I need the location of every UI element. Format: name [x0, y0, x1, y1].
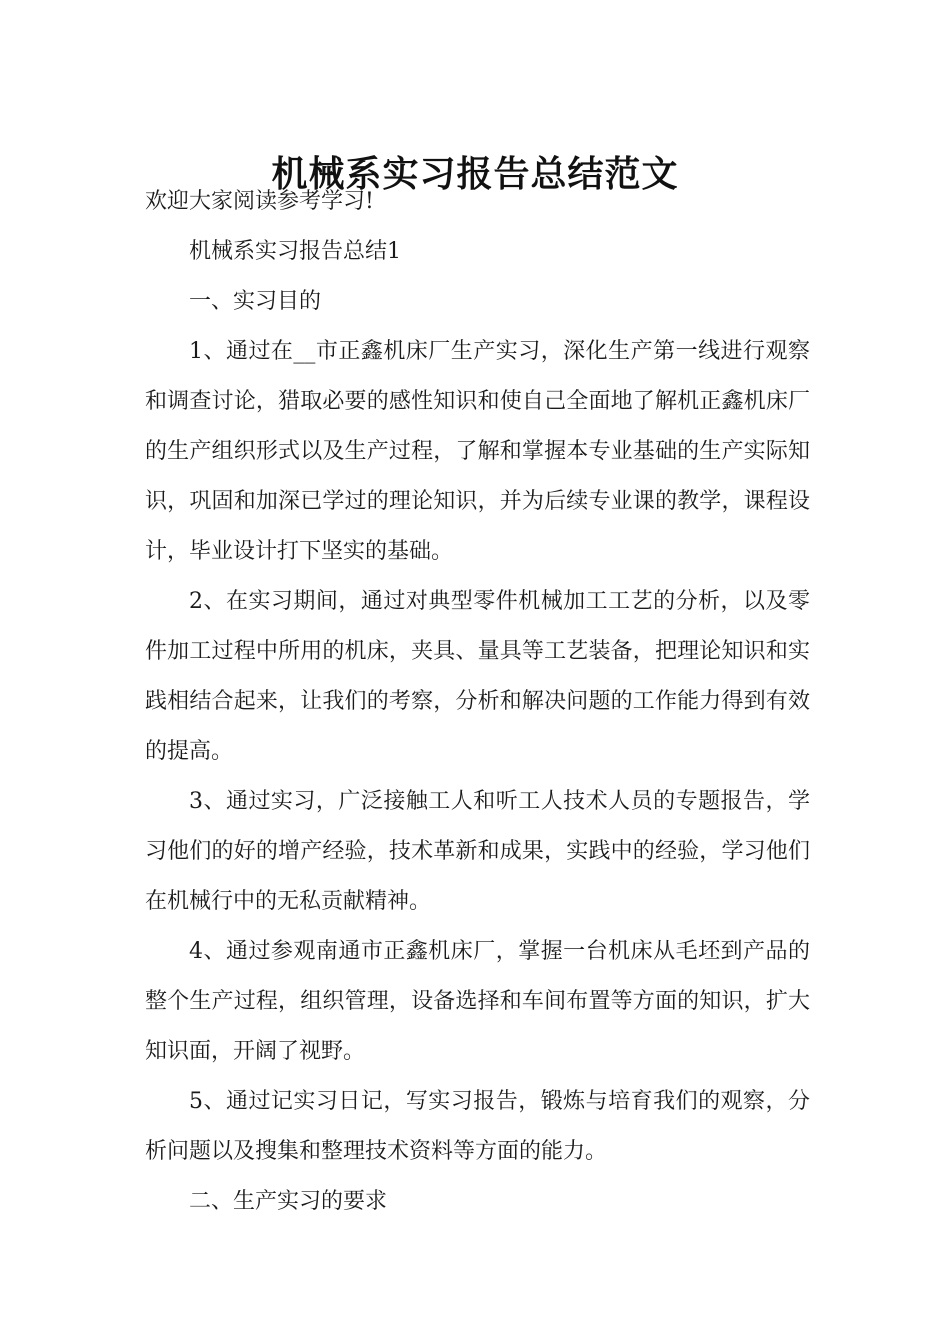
part2-heading: 二、生产实习的要求: [189, 1189, 388, 1214]
document-body: [145, 177, 810, 1227]
paragraph-2: 2、在实习期间，通过对典型零件机械加工工艺的分析，以及零件加工过程中所用的机床，夹具、量具等工艺装备，把理论知识和实践相结合起来，让我们的考察，分析和解决问题的工作能力得到有效的提高。: [145, 589, 810, 764]
part1-heading: 一、实习目的: [189, 289, 322, 314]
paragraph-3: 3、通过实习，广泛接触工人和听工人技术人员的专题报告，学习他们的好的增产经验，技术革新和成果，实践中的经验，学习他们在机械行中的无私贡献精神。: [145, 789, 810, 914]
intro-line: 欢迎大家阅读参考学习!: [145, 189, 374, 214]
paragraph-1: 1、通过在__市正鑫机床厂生产实习，深化生产第一线进行观察和调查讨论，猎取必要的感性知识和使自己全面地了解机正鑫机床厂的生产组织形式以及生产过程，了解和掌握本专业基础的生产实际知识，巩固和加深已学过的理论知识，并为后续专业课的教学，课程设计，毕业设计打下坚实的基础。: [145, 339, 810, 564]
paragraph-5: 5、通过记实习日记，写实习报告，锻炼与培育我们的观察，分析问题以及搜集和整理技术资料等方面的能力。: [145, 1089, 810, 1164]
section-heading: 机械系实习报告总结1: [189, 239, 401, 264]
document-title: 机械系实习报告总结范文: [271, 154, 679, 196]
paragraph-4: 4、通过参观南通市正鑫机床厂，掌握一台机床从毛坯到产品的整个生产过程，组织管理，设备选择和车间布置等方面的知识，扩大知识面，开阔了视野。: [145, 939, 810, 1064]
